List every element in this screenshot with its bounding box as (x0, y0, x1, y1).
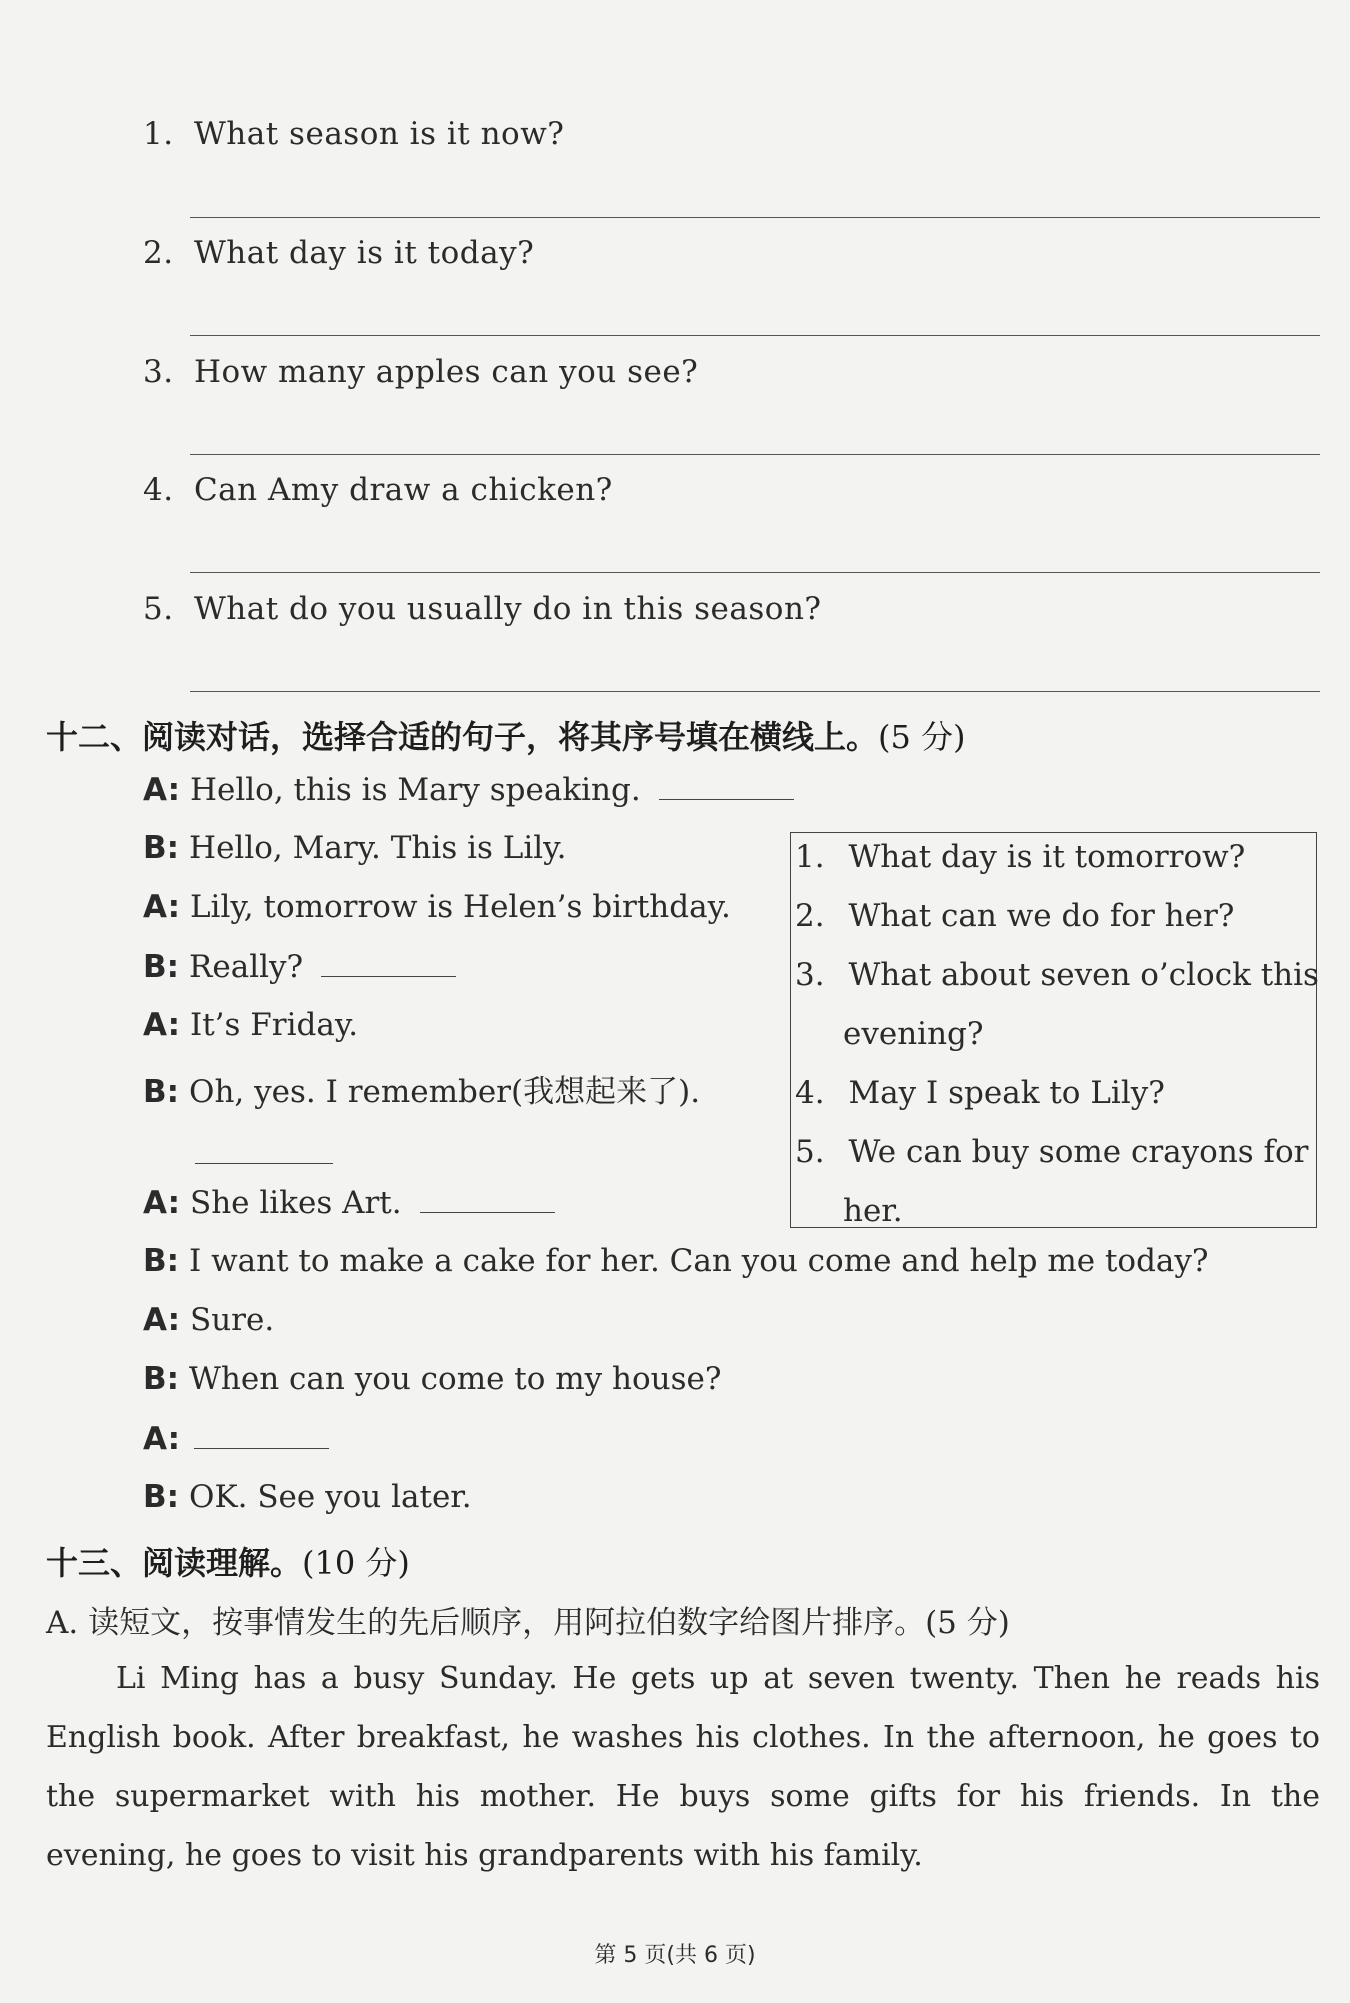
option-text: We can buy some crayons for (848, 1134, 1309, 1170)
section-points: (5 分) (878, 718, 966, 756)
dialogue-line-2 (143, 830, 566, 866)
dialogue-text: Lily, tomorrow is Helen’s birthday. (189, 889, 731, 925)
answer-line-1[interactable] (190, 217, 1320, 218)
option-text: May I speak to Lily? (848, 1075, 1165, 1111)
dialogue-line-11 (143, 1420, 329, 1457)
page-number: 第 5 页(共 6 页) (594, 1943, 756, 1968)
option-3-continued: evening? (843, 1016, 984, 1052)
dialogue-line-1 (143, 771, 794, 808)
speaker: B: (143, 1074, 180, 1110)
option-5-continued: her. (843, 1193, 903, 1229)
options-box (790, 832, 1317, 1228)
dialogue-line-9 (143, 1302, 274, 1338)
dialogue-line-5 (143, 1007, 358, 1043)
answer-line-5[interactable] (190, 691, 1320, 692)
question-5 (143, 591, 822, 627)
answer-blank-5[interactable] (194, 1420, 329, 1449)
option-number: 2. (795, 898, 825, 934)
question-number: 1. (143, 116, 174, 152)
dialogue-line-10 (143, 1361, 722, 1397)
question-4 (143, 472, 613, 508)
dialogue-text: It’s Friday. (189, 1007, 359, 1043)
question-text: How many apples can you see? (193, 354, 699, 390)
question-1 (143, 116, 564, 152)
option-3 (795, 957, 1319, 993)
question-number: 3. (143, 354, 174, 390)
option-number: 4. (795, 1075, 825, 1111)
answer-line-3[interactable] (190, 454, 1320, 455)
question-text: What season is it now? (193, 116, 565, 152)
option-text: What day is it tomorrow? (848, 839, 1246, 875)
option-number: 5. (795, 1134, 825, 1170)
question-number: 5. (143, 591, 174, 627)
answer-line-4[interactable] (190, 572, 1320, 573)
answer-line-2[interactable] (190, 335, 1320, 336)
dialogue-line-3 (143, 889, 731, 925)
section-13-heading (46, 1538, 410, 1584)
dialogue-text: She likes Art. (189, 1185, 402, 1221)
option-1 (795, 839, 1245, 875)
dialogue-line-7 (143, 1184, 555, 1221)
speaker: B: (143, 1243, 180, 1279)
speaker: A: (143, 1007, 180, 1043)
reading-passage (46, 1649, 1320, 1885)
dialogue-text: Sure. (189, 1302, 275, 1338)
option-number: 3. (795, 957, 825, 993)
question-number: 2. (143, 235, 174, 271)
answer-blank-4[interactable] (420, 1184, 555, 1213)
speaker: A: (143, 1185, 180, 1221)
speaker: A: (143, 1302, 180, 1338)
speaker: A: (143, 772, 180, 808)
dialogue-text: I want to make a cake for her. Can you come and help me today? (189, 1243, 1209, 1279)
speaker: B: (143, 1479, 180, 1515)
question-text: Can Amy draw a chicken? (193, 472, 613, 508)
section-title: 十二、阅读对话，选择合适的句子，将其序号填在横线上。 (46, 718, 879, 756)
question-text: What do you usually do in this season? (193, 591, 822, 627)
option-2 (795, 898, 1234, 934)
dialogue-line-8 (143, 1243, 1209, 1279)
dialogue-text: OK. See you later. (189, 1479, 472, 1515)
speaker: B: (143, 1361, 180, 1397)
speaker: B: (143, 949, 180, 985)
answer-blank-3[interactable] (195, 1163, 333, 1164)
option-number: 1. (795, 839, 825, 875)
dialogue-text: Hello, Mary. This is Lily. (189, 830, 567, 866)
question-number: 4. (143, 472, 174, 508)
dialogue-text: Hello, this is Mary speaking. (189, 772, 641, 808)
dialogue-line-12 (143, 1479, 472, 1515)
question-2 (143, 235, 534, 271)
option-5 (795, 1134, 1309, 1170)
speaker: A: (143, 889, 180, 925)
answer-blank-1[interactable] (659, 771, 794, 800)
option-text: What about seven o’clock this (848, 957, 1319, 993)
section-points: (10 分) (302, 1544, 410, 1582)
option-text: What can we do for her? (848, 898, 1235, 934)
question-text: What day is it today? (193, 235, 535, 271)
part-a-instruction: A. 读短文，按事情发生的先后顺序，用阿拉伯数字给图片排序。(5 分) (46, 1605, 1010, 1641)
dialogue-line-4 (143, 948, 456, 985)
section-title: 十三、阅读理解。 (46, 1544, 303, 1582)
answer-blank-2[interactable] (321, 948, 456, 977)
dialogue-text: Really? (189, 949, 304, 985)
speaker: A: (143, 1421, 180, 1457)
question-3 (143, 354, 698, 390)
dialogue-line-6 (143, 1066, 700, 1111)
passage-text: Li Ming has a busy Sunday. He gets up at seven twenty. Then he reads his English book. After breakfast, he washes his clothes. In the afternoon, he goes to the supermarket with his mother. He buys some gifts for his friends. In the evening, he goes to visit his grandparents with his family. (46, 1661, 1320, 1873)
dialogue-text: When can you come to my house? (189, 1361, 722, 1397)
dialogue-text: Oh, yes. I remember(我想起来了). (189, 1074, 701, 1110)
section-12-heading (46, 712, 966, 758)
option-4 (795, 1075, 1165, 1111)
speaker: B: (143, 830, 180, 866)
